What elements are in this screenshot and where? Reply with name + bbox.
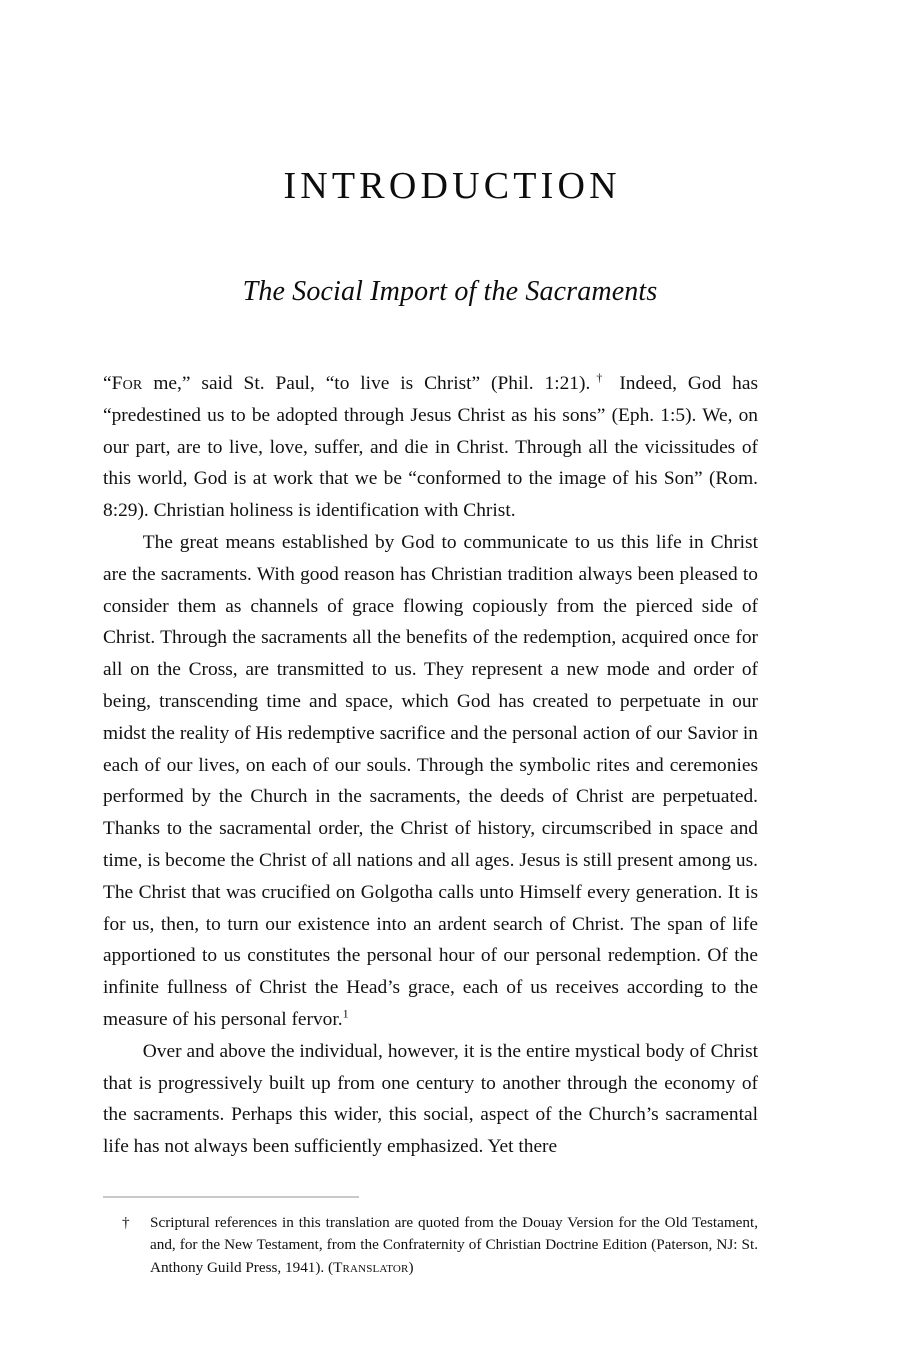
body-text-block <box>103 368 758 1163</box>
footnote-area <box>103 1196 758 1279</box>
page-subtitle: The Social Import of the Sacraments <box>242 276 658 307</box>
paragraph-1-body-text: Indeed, God has “predestined us to be adopted through Jesus Christ as his sons” (Eph. 1:5). We, on our part, are to live, love, suffer, and die in Christ. Through all the vicissitudes of this world, God is at work that we be “conformed to the image of his Son” (Rom. 8:29). Christian holiness is identification with Christ. <box>103 373 759 522</box>
paragraph-1-lead-text: me,” said St. Paul, “to live is Christ” (Phil. 1:21). <box>142 373 591 394</box>
paragraph-2-body-text: The great means established by God to communicate to us this life in Christ are the sacraments. With good reason has Christian tradition always been pleased to consider them as channels of grace flowing copiously from the pierced side of Christ. Through the sacraments all the benefits of the redemption, acquired once for all on the Cross, are transmitted to us. They represent a new mode and order of being, transcending time and space, which God has created to perpetuate in our midst the reality of His redemptive sacrifice and the personal action of our Savior in each of our lives, on each of our souls. Through the symbolic rites and ceremonies performed by the Church in the sacraments, the deeds of Christ are perpetuated. Thanks to the sacramental order, the Christ of history, circumscribed in space and time, is become the Christ of all nations and all ages. Jesus is still present among us. The Christ that was crucified on Golgotha calls unto Himself every generation. It is for us, then, to turn our existence into an ardent search of Christ. The span of life apportioned to us constitutes the personal hour of our personal redemption. Of the infinite fullness of Christ the Head’s grace, each of us receives according to the measure of his personal fervor. <box>103 531 758 1030</box>
footnote-text-lead: Scriptural references in this translation are quoted from the Douay Version for the Old Testament, and, for the New Testament, from the Confraternity of Christian Doctrine Edition (Paterson, NJ: St. Anthony Guild Press, 1941). ( <box>150 1214 758 1276</box>
footnote-attribution: Translator <box>333 1258 409 1276</box>
page-title: INTRODUCTION <box>283 165 621 207</box>
paragraph-3 <box>103 1036 758 1163</box>
paragraph-1 <box>103 368 758 527</box>
footnote-separator-rule <box>103 1196 359 1198</box>
footnote-reference-dagger[interactable]: † <box>590 370 609 385</box>
footnote-reference-one[interactable]: 1 <box>342 1006 349 1021</box>
opening-quote-mark: “ <box>103 373 112 394</box>
paragraph-2 <box>103 527 758 1036</box>
drop-smallcaps-opening: For <box>111 373 143 394</box>
footnote-text-tail: ) <box>408 1258 414 1276</box>
paragraph-3-body-text: Over and above the individual, however, it is the entire mystical body of Christ that is progressively built up from one century to another through the economy of the sacraments. Perhaps this wider, this social, aspect of the Church’s sacramental life has not always been sufficiently emphasized. Yet there <box>103 1040 758 1158</box>
footnote-marker-dagger: † <box>122 1214 130 1231</box>
footnote-dagger <box>103 1212 758 1279</box>
